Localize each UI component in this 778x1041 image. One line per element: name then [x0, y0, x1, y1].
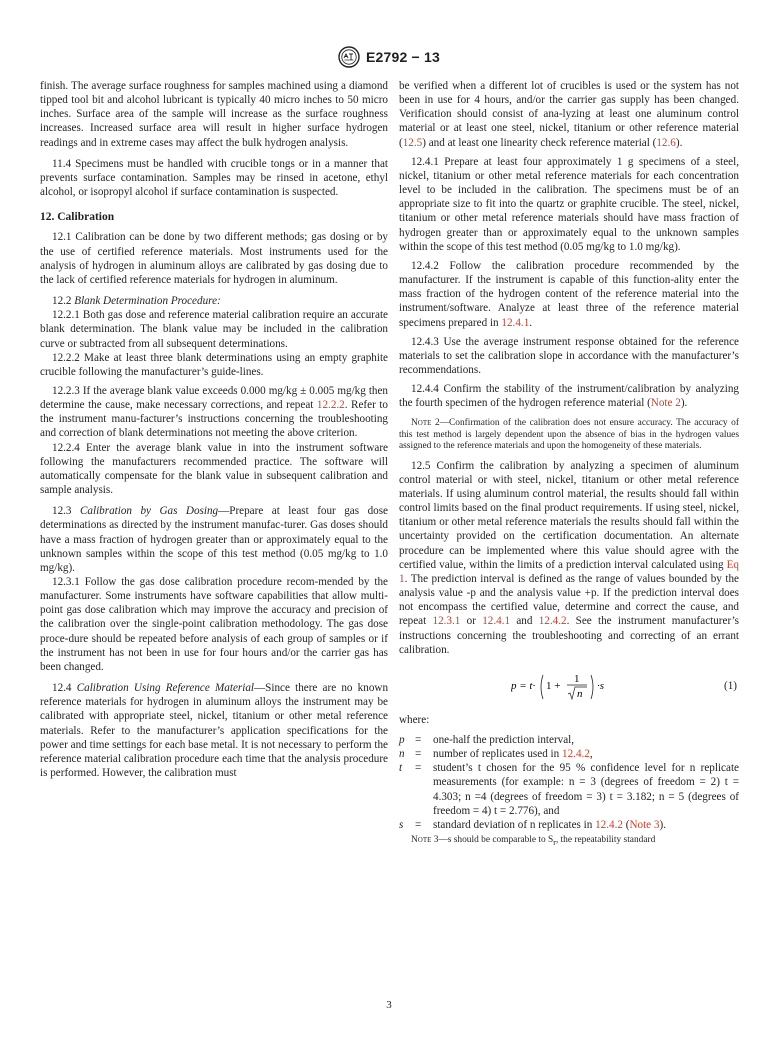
cross-ref-link[interactable]: 12.4.1 — [482, 615, 511, 628]
section-heading-12: 12. Calibration — [40, 211, 115, 224]
paragraph-12-2-2: 12.2.2 Make at least three blank determinations using an empty graphite crucible following the manufacturer’s guide-lines. — [40, 351, 388, 378]
definition-row: n = number of replicates used in 12.4.2, — [399, 748, 593, 761]
cross-ref-link[interactable]: 12.4.2 — [595, 818, 623, 831]
paragraph-12-4-cont: be verified when a different lot of crucibles is used or the system has not been in use for 4 hours, and/or the carrier gas supply has been changed. Verification should consist of ana-lyzing at least one aluminum control material or at least one steel, nickel, titanium or other reference material (12.5) and at least one linearity check reference material (12.6). — [399, 80, 739, 149]
left-column — [40, 79, 388, 780]
cross-ref-link[interactable]: Note 2 — [650, 397, 681, 410]
paragraph-12-4-2: 12.4.2 Follow the calibration procedure recommended by the manufacturer. If the instrument is capable of this function-ality enter the mass fraction of the hydrogen content of the reference material into the instrument/software. Analyze at least three of the reference material specimens prepared in 12.4.1. — [399, 259, 739, 329]
equation-number: (1) — [724, 679, 737, 692]
astm-logo-icon — [338, 46, 360, 68]
subsection-title: Blank Determination Procedure: — [74, 295, 221, 308]
cross-ref-link[interactable]: 12.5 — [402, 136, 423, 149]
paragraph-12-5: 12.5 Confirm the calibration by analyzing a specimen of aluminum control material or with steel, nickel, titanium or other metal reference materials. If using aluminum control material, the results should fall within control limits based on the final product requirements. If using steel, nickel, titanium or other metal reference materials the results should fall within the uncertainty provided on the certification documentation. An alternate procedure can be implemented where this value should agree with the certified value, within the limits of a prediction interval calculated using Eq 1. The prediction interval is defined as the range of values bounded by the analysis value -p and the analysis value +p. If the prediction interval does not encompass the certified value, determine and correct the cause, and repeat 12.3.1 or 12.4.1 and 12.4.2. See the instrument manufacturer’s instructions concerning the troubleshooting and correcting of an errant calibration. — [399, 459, 740, 656]
standard-designation: E2792 − 13 — [365, 49, 440, 65]
definition-row: t = student’s t chosen for the 95 % confidence level for n replicate measurements (for example: n = 3 (degrees of freedom = 2) t = 4.303; n =4 (degrees of freedom = 3) t = 3.182; n = 5 (degrees of freedom = 4) t = 2.776), and — [399, 762, 739, 817]
paragraph-12-2-1: 12.2.1 Both gas dose and reference material calibration require an accurate blank determination. The blank value may be included in the calibration curve or subtracted from all subsequent determinations. — [40, 309, 388, 350]
equation-1 — [399, 669, 739, 703]
page-number: 3 — [386, 999, 392, 1011]
paragraph-12-1: 12.1 Calibration can be done by two different methods; gas dosing or by the use of certified reference materials. Most instruments used for the analysis of hydrogen in aluminum alloys are calibrated by gas dosing due to the lack of certified reference materials for hydrogen in aluminum. — [40, 231, 388, 286]
note-2: Note 2—Confirmation of the calibration does not ensure accuracy. The accuracy of this test method is largely dependent upon the absence of bias in the hydrogen values assigned to the reference materials and upon the homogeneity of these materials. — [399, 418, 739, 452]
variable-definitions — [399, 733, 739, 832]
cross-ref-link[interactable]: 12.4.2 — [538, 615, 567, 628]
paragraph-12-2: 12.2 Blank Determination Procedure: — [52, 295, 221, 308]
where-label: where: — [399, 713, 430, 726]
paragraph-12-4-1: 12.4.1 Prepare at least four approximately 1 g specimens of a steel, nickel, titanium or other metal reference materials for each concentration level to be included in the calibration. The specimens must be of an appropriate size to fit into the quartz or graphite crucible. The steel, nickel, titanium or other metal reference materials should have mass fraction of hydrogen greater than or approximately equal to the unknown samples within the scope of this test method (0.05 mg/kg to 1.0 mg/kg). — [399, 155, 739, 253]
eq-rhs: ·s — [597, 679, 605, 692]
cross-ref-link[interactable]: Note 3 — [629, 818, 660, 831]
paragraph-12-4: 12.4 Calibration Using Reference Material—Since there are no known reference materials for hydrogen in aluminum alloys the instrument may be calibrated with appropriate steel, nickel, titanium or other metal reference materials. Refer to the manufacturer’s application specifications for the power and time settings for each base metal. It is not necessary to perform the reference material calibration procedure each time that the analysis procedure is performed. However, the calibration must — [40, 682, 389, 780]
cross-ref-link[interactable]: 12.2.2 — [316, 399, 345, 412]
paragraph-12-2-3: 12.2.3 If the average blank value exceeds 0.000 mg/kg ± 0.005 mg/kg then determine the cause, make necessary corrections, and repeat 12.2.2. Refer to the instrument manu-facturer’s instructions concerning the troubleshooting and correction of blank determinations not meeting the above criterion. — [40, 384, 388, 440]
note-3: Note 3—s should be comparable to $S_r$, the repeatability standard — [411, 835, 656, 847]
cross-ref-link[interactable]: 12.4.2 — [562, 748, 590, 761]
definition-row: s = standard deviation of n replicates in 12.4.2 (Note 3). — [399, 818, 666, 831]
cross-ref-link[interactable]: 12.3.1 — [432, 615, 461, 628]
eq-n: n — [577, 687, 583, 700]
paragraph-finish: finish. The average surface roughness for samples machined using a diamond tipped tool bit and alcohol lubricant is typically 40 micro inches to 50 micro inches. Surface area of the sample will increase as the surface roughness increases. Increased surface area will result in higher surface hydrogen readings and in extreme cases may affect the bulk hydrogen analysis. — [40, 80, 388, 149]
paragraph-12-3-1: 12.3.1 Follow the gas dose calibration procedure recom-mended by the manufacturer. Some instruments have software capabilities that allow multi-point gas dose calibration which may improve the accuracy and precision of the calibration over the single-point calibration methodology. The gas dose proce-dure should be repeated before analysis of each group of samples or if the instrument has not been in use for four hours and/or the carrier gas has been changed. — [40, 576, 388, 673]
eq-one: 1 + — [546, 679, 561, 692]
paragraph-12-4-3: 12.4.3 Use the average instrument response obtained for the reference materials to set the calibration slope in accordance with the manufacturer’s recommendations. — [399, 335, 739, 376]
paragraph-11-4: 11.4 Specimens must be handled with crucible tongs or in a manner that prevents surface contamination. Samples may be rinsed in acetone, ethyl alcohol, or isopropyl alcohol if surface contamination is suspected. — [40, 157, 388, 199]
paragraph-12-4-4: 12.4.4 Confirm the stability of the instrument/calibration by analyzing the fourth specimen of the hydrogen reference material (Note 2). — [399, 383, 739, 410]
eq-lhs: p = t· — [511, 679, 536, 692]
right-column — [399, 79, 739, 854]
eq-fraction-numerator: 1 — [574, 672, 580, 685]
cross-ref-link[interactable]: 12.4.1 — [501, 316, 530, 329]
definition-row: p = one-half the prediction interval, — [399, 734, 575, 746]
paragraph-12-3: 12.3 Calibration by Gas Dosing—Prepare at least four gas dose determinations as directed by the instrument manufac-turer. Gas doses should have a mass fraction of hydrogen greater than or approximately equal to the unknown samples within the scope of this test method (0.05 mg/kg to 1.0 mg/kg). — [40, 505, 388, 574]
cross-ref-link[interactable]: Eq 1 — [399, 558, 739, 585]
page-header — [0, 44, 778, 70]
cross-ref-link[interactable]: 12.6 — [656, 136, 676, 149]
equation-formula — [511, 669, 631, 703]
paragraph-12-2-4: 12.2.4 Enter the average blank value in into the instrument software following the manufacturers recommended practice. The software will automatically compensate for the blank value in subsequent calibration and sample analysis. — [40, 441, 388, 497]
